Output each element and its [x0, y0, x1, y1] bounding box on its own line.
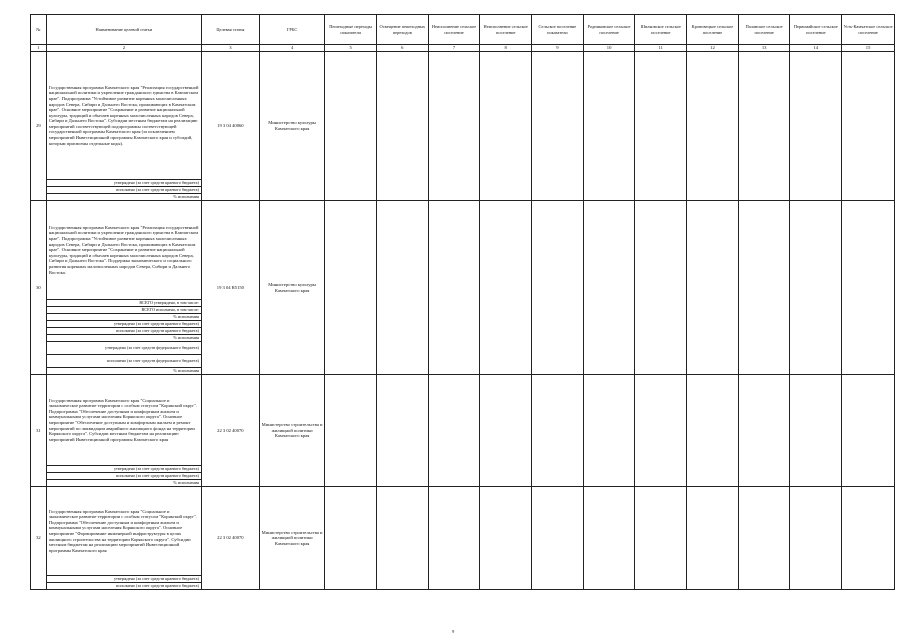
sub-row-label: исполнено (за счет средств краевого бюджета) [46, 328, 201, 335]
header-col-10: Родниковское сельское поселение [583, 15, 635, 45]
sub-row-label: % исполнения [46, 480, 201, 487]
article-description: Государственная программа Камчатского края "Реализация государственной национальной политики и укрепление гражданского единства в Камчатском крае". Подпрограмма "Устойчивое развитие коренных малочисленных народов Севера, Сибири и Дальнего Востока, проживающих в Камчатском крае". Основное мероприятие "Сохранение и развитие национальной культуры, традиций и обычаев коренных малочисленных народов Севера, Сибири и Дальнего Востока". Поддержка экономического и социального развития коренных малочисленных народов Севера, Сибири и Дальнего Востока. [46, 201, 201, 300]
sub-row-label: утверждено (за счет средств федерального бюджета) [46, 342, 201, 355]
budget-table [30, 14, 895, 590]
sub-row-label: утверждено (за счет средств краевого бюджета) [46, 576, 201, 583]
header-col-11: Шилковское сельское поселение [635, 15, 687, 45]
article-description: Государственная программа Камчатского края "Реализация государственной национальной политики и укрепление гражданского единства в Камчатском крае". Подпрограмма "Устойчивое развитие коренных малочисленных народов Севера, Сибири и Дальнего Востока, проживающих в Камчатском крае". Основное мероприятие "Сохранение и развитие национальной культуры, традиций и обычаев коренных малочисленных народов Севера, Сибири и Дальнего Востока". Субсидии местным бюджетам на реализацию мероприятий соответствующей подпрограммы соответствующей государственной программы Камчатского края (за исключением мероприятий Инвестиционной программы Камчатского края и субсидий, которым присвоены отдельные коды). [46, 52, 201, 180]
sub-row-label: утверждено (за счет средств краевого бюджета) [46, 180, 201, 187]
column-number: 8 [480, 45, 532, 52]
sub-row-label: исполнено (за счет средств краевого бюджета) [46, 583, 201, 590]
sub-row-label: исполнено (за счет средств краевого бюджета) [46, 187, 201, 194]
article-description: Государственная программа Камчатского края "Социальное и экономическое развитие территории с особым статусом "Корякский округ". Подпрограмма "Обеспечение доступным и комфортным жильем и коммунальными услугами населения Корякского округа". Основное мероприятие "Обеспечение доступным и комфортным жильем и ремонт мероприятий по ликвидации аварийного жилищного фонда на территории Корякского округа". Субсидии местным бюджетам на реализацию мероприятий Инвестиционной программы Камчатского края [46, 375, 201, 466]
column-number: 15 [842, 45, 895, 52]
sub-row-label: исполнено (за счет средств федерального бюджета) [46, 355, 201, 368]
sub-row-label: % исполнения [46, 314, 201, 321]
column-number: 5 [325, 45, 377, 52]
sub-row-label: исполнено (за счет средств краевого бюджета) [46, 473, 201, 480]
column-number: 7 [428, 45, 480, 52]
column-number: 6 [376, 45, 428, 52]
article-code: 22 3 02 40070 [201, 375, 259, 487]
sub-row-label: % исполнения [46, 194, 201, 201]
column-number: 4 [259, 45, 324, 52]
grbs-name: Министерство культуры Камчатского края [259, 201, 324, 375]
column-number: 9 [532, 45, 584, 52]
table-row [31, 52, 895, 180]
table-row [31, 375, 895, 466]
column-number: 14 [790, 45, 842, 52]
table-row [31, 487, 895, 576]
header-grbs: ГРБС [259, 15, 324, 45]
row-number: 29 [31, 52, 47, 201]
column-number: 11 [635, 45, 687, 52]
column-number: 2 [46, 45, 201, 52]
row-number: 32 [31, 487, 47, 590]
sub-row-label: % исполнения [46, 368, 201, 375]
header-number: № [31, 15, 47, 45]
grbs-name: Министерство строительства и жилищной политики Камчатского края [259, 487, 324, 590]
grbs-name: Министерство культуры Камчатского края [259, 52, 324, 201]
sub-row-label: % исполнения [46, 335, 201, 342]
header-col-14: Первомайское сельское поселение [790, 15, 842, 45]
header-article-code: Целевая статья [201, 15, 259, 45]
column-number: 10 [583, 45, 635, 52]
header-col-5: Пешеходные переходы показатели [325, 15, 377, 45]
article-code: 19 3 04 40060 [201, 52, 259, 201]
header-col-9: Сельское поселение показатели [532, 15, 584, 45]
article-code: 19 3 04 R5150 [201, 201, 259, 375]
table-row [31, 201, 895, 300]
sub-row-label: ВСЕГО исполнено, в том числе: [46, 307, 201, 314]
column-number: 12 [687, 45, 739, 52]
column-numbers-row [31, 45, 895, 52]
row-number: 31 [31, 375, 47, 487]
sub-row-label: утверждено (за счет средств краевого бюджета) [46, 321, 201, 328]
header-col-8: Неисполнение сельское поселение [480, 15, 532, 45]
header-col-7: Неисполнение сельское поселение [428, 15, 480, 45]
row-number: 30 [31, 201, 47, 375]
sub-row-label: утверждено (за счет средств краевого бюджета) [46, 466, 201, 473]
header-row [31, 15, 895, 45]
column-number: 13 [738, 45, 790, 52]
header-col-12: Кроновецкое сельское поселение [687, 15, 739, 45]
header-article-name: Наименование целевой статьи [46, 15, 201, 45]
header-col-15: Усть-Камчатское сельское поселение [842, 15, 895, 45]
column-number: 1 [31, 45, 47, 52]
grbs-name: Министерство строительства и жилищной политики Камчатского края [259, 375, 324, 487]
header-col-6: Освещение пешеходных переходов [376, 15, 428, 45]
column-number: 3 [201, 45, 259, 52]
page-number: 9 [452, 629, 455, 634]
header-col-13: Паланское сельское поселение [738, 15, 790, 45]
article-code: 22 3 02 40070 [201, 487, 259, 590]
sub-row-label: ВСЕГО утверждено, в том числе: [46, 300, 201, 307]
article-description: Государственная программа Камчатского края "Социальное и экономическое развитие территории с особым статусом "Корякский округ". Подпрограмма "Обеспечение доступным и комфортным жильем и коммунальными услугами населения Корякского округа". Основное мероприятие "Формирование инженерной инфраструктуры в целях жилищного строительства на территории Корякского округа". Субсидии местным бюджетам на реализацию мероприятий Инвестиционной программы Камчатского края [46, 487, 201, 576]
